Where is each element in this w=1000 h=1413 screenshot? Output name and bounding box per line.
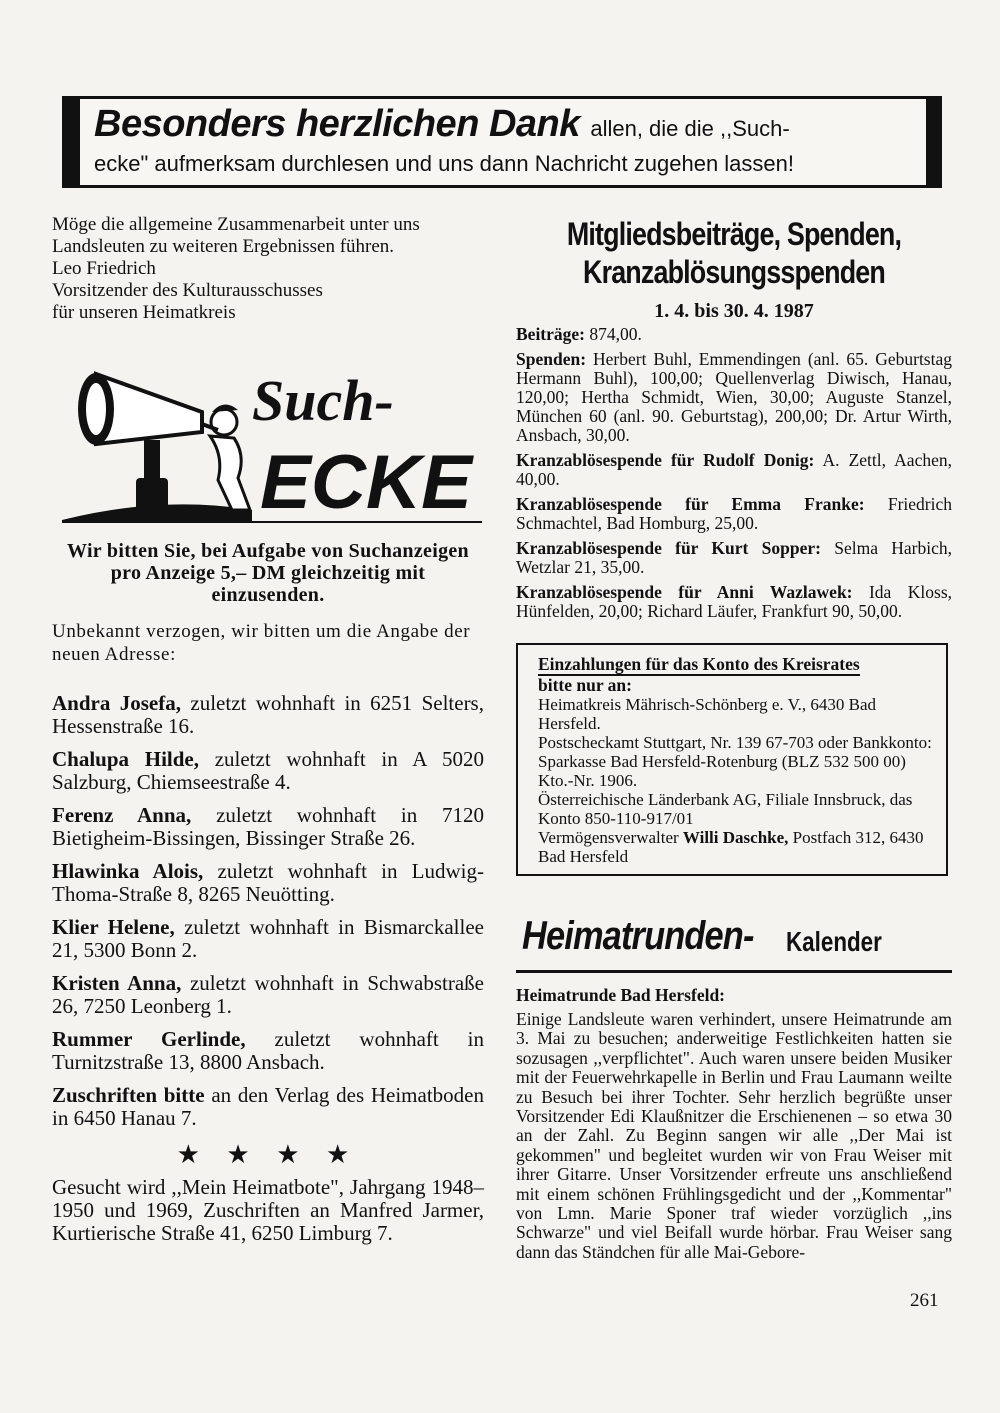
logo-script-text: Such-: [252, 368, 394, 433]
star-divider: ★ ★ ★ ★: [176, 1140, 360, 1169]
unknown-address-heading: Unbekannt verzogen, wir bitten um die Angabe der neuen Adresse:: [52, 621, 471, 665]
calendar-heading-script: Heimatrunden-: [522, 914, 754, 958]
signature-role-2: für unseren Heimatkreis: [52, 302, 236, 323]
donations-title-2: Kranzablösungsspenden: [583, 254, 885, 290]
banner-title: Besonders herzlichen Dank: [94, 103, 580, 145]
payment-administrator-address: Postfach 312, 6430 Bad Hersfeld: [538, 828, 924, 866]
search-entry: [52, 804, 484, 850]
calendar-heading-suffix: Kalender: [786, 926, 882, 957]
meeting-report: Einige Landsleute waren verhindert, unsere Heimatrunde am 3. Mai zu besuchen; anderweitige Festlichkeiten hatten sie sozusagen ,,verpflichtet". Auch waren unsere beiden Musiker mit der Feuerwehrkapelle in Berlin und Frau Laumann weilte zu Besuch bei ihrer Tochter. Sehr herzlich begrüßte unser Vorsitzender Edi Klaußnitzer die Erschienenen – so etwa 30 an der Zahl. Zu Beginn sangen wir alle ,,Der Mai ist gekommen" und begleitet wurden wir von Frau Weiser mit ihrer Gitarre. Unser Vorsitzender erfreute uns anschließend mit einem schönen Frühlingsgedicht und der ,,Kommentar" von Lmn. Marie Sponer traf wieder vorzüglich ,,ins Schwarze" und viel Beifall wurde hörbar. Frau Weiser sang dann das Ständchen für alle Mai-Gebore-: [516, 1009, 952, 1262]
wreath-text: Ida Kloss, Hünfelden, 20,00; Richard Läufer, Frankfurt 90, 50,00.: [516, 582, 952, 621]
intro-text: Möge die allgemeine Zusammenarbeit unter uns Landsleuten zu weiteren Ergebnissen führen.: [52, 214, 420, 257]
entry-name: Rummer Gerlinde,: [52, 1027, 246, 1051]
logo-block-text: ECKE: [260, 440, 475, 525]
intro-paragraph: [52, 214, 484, 324]
right-column: [516, 214, 952, 1262]
such-ecke-illustration: [52, 360, 484, 528]
entry-name: Klier Helene,: [52, 915, 175, 939]
search-entry: [52, 692, 484, 738]
payment-heading-underlined: Einzahlungen für das Konto des Kreisrates: [538, 654, 860, 674]
entry-text: zuletzt wohnhaft in 6251 Selters, Hessenstraße 16.: [52, 691, 484, 738]
entry-name: Hlawinka Alois,: [52, 859, 204, 883]
wreath-label: Kranzablösespende für Kurt Sopper:: [516, 538, 821, 558]
payment-line-3: Österreichische Länderbank AG, Filiale Innsbruck, das Konto 850-110-917/01: [538, 790, 913, 828]
donations-title-1: Mitgliedsbeiträge, Spenden,: [566, 216, 902, 252]
entry-text: zuletzt wohnhaft in Schwabstraße 26, 7250 Leonberg 1.: [52, 971, 484, 1018]
page-number: 261: [910, 1290, 939, 1311]
donations-date-range: 1. 4. bis 30. 4. 1987: [654, 300, 814, 322]
wreath-donation: [516, 495, 952, 533]
payment-info-box: [516, 643, 948, 876]
donations-text: Herbert Buhl, Emmendingen (anl. 65. Geburtstag Hermann Buhl), 100,00; Quellenverlag Diwisch, Hanau, 120,00; Hertha Schmidt, Wien, 30,00; Auguste Stanzel, München 60 (anl. 90. Geburtstag), 200,00; Dr. Artur Wirth, Ansbach, 30,00.: [516, 349, 952, 445]
search-entry: [52, 972, 484, 1018]
signature-name: Leo Friedrich: [52, 258, 156, 279]
entry-text: zuletzt wohnhaft in A 5020 Salzburg, Chiemseestraße 4.: [52, 747, 484, 794]
entry-text: zuletzt wohnhaft in Turnitzstraße 13, 8800 Ansbach.: [52, 1027, 484, 1074]
left-column: [52, 214, 484, 1245]
entry-text: zuletzt wohnhaft in Ludwig-Thoma-Straße 8, 8265 Neuötting.: [52, 859, 484, 906]
entry-name: Kristen Anna,: [52, 971, 182, 995]
banner-line-2: ecke" aufmerksam durchlesen und uns dann Nachricht zugehen lassen!: [94, 151, 794, 176]
wreath-label: Kranzablösespende für Emma Franke:: [516, 494, 865, 514]
contributions-label: Beiträge:: [516, 324, 585, 344]
calendar-heading: [516, 914, 952, 973]
payment-line-4: [538, 828, 934, 866]
wreath-donation: [516, 583, 952, 621]
search-entry: [52, 1084, 484, 1130]
search-entry: [52, 1028, 484, 1074]
payment-line-2: Postscheckamt Stuttgart, Nr. 139 67-703 oder Bankkonto: Sparkasse Bad Hersfeld-Rotenburg (BLZ 532 500 00) Kto.-Nr. 1906.: [538, 733, 932, 790]
wreath-text: Friedrich Schmachtel, Bad Homburg, 25,00.: [516, 494, 952, 533]
search-entry: [52, 748, 484, 794]
contributions-value: 874,00.: [585, 324, 642, 344]
wreath-donation: [516, 539, 952, 577]
donations-label: Spenden:: [516, 349, 587, 369]
notice-paragraph: Wir bitten Sie, bei Aufgabe von Suchanzeigen pro Anzeige 5,– DM gleichzeitig mit einzusenden.: [67, 540, 469, 606]
meeting-title: Heimatrunde Bad Hersfeld:: [516, 985, 726, 1005]
payment-line-1: Heimatkreis Mährisch-Schönberg e. V., 6430 Bad Hersfeld.: [538, 695, 877, 733]
entry-name: Chalupa Hilde,: [52, 747, 199, 771]
wreath-donation: [516, 451, 952, 489]
wreath-text: Selma Harbich, Wetzlar 21, 35,00.: [516, 538, 952, 577]
entry-text: zuletzt wohnhaft in Bismarckallee 21, 5300 Bonn 2.: [52, 915, 484, 962]
contributions-line: [516, 325, 952, 344]
payment-heading-2: bitte nur an:: [538, 675, 632, 695]
entry-name: Zuschriften bitte: [52, 1083, 205, 1107]
entry-text: an den Verlag des Heimatboden in 6450 Hanau 7.: [52, 1083, 484, 1130]
search-entry: [52, 916, 484, 962]
search-entry: [52, 860, 484, 906]
banner-line-1: [94, 103, 790, 146]
payment-administrator-label: Vermögensverwalter: [538, 828, 683, 847]
entry-name: Andra Josefa,: [52, 691, 181, 715]
wreath-label: Kranzablösespende für Rudolf Donig:: [516, 450, 815, 470]
entry-name: Ferenz Anna,: [52, 803, 192, 827]
entry-text: zuletzt wohnhaft in 7120 Bietigheim-Bissingen, Bissinger Straße 26.: [52, 803, 484, 850]
payment-heading-1: [538, 655, 934, 676]
banner-lead: allen, die die ,,Such-: [590, 116, 790, 141]
thanks-banner: [62, 96, 942, 188]
wanted-paragraph: Gesucht wird ,,Mein Heimatbote", Jahrgang 1948–1950 und 1969, Zuschriften an Manfred Jarmer, Kurtierische Straße 41, 6250 Limburg 7.: [52, 1175, 484, 1245]
wreath-text: A. Zettl, Aachen, 40,00.: [516, 450, 952, 489]
signature-role-1: Vorsitzender des Kulturausschusses: [52, 280, 323, 301]
search-entries: [52, 692, 484, 1130]
wreath-label: Kranzablösespende für Anni Wazlawek:: [516, 582, 853, 602]
payment-administrator-name: Willi Daschke,: [682, 828, 789, 847]
such-ecke-logo: [52, 360, 484, 528]
donations-paragraph: [516, 350, 952, 445]
